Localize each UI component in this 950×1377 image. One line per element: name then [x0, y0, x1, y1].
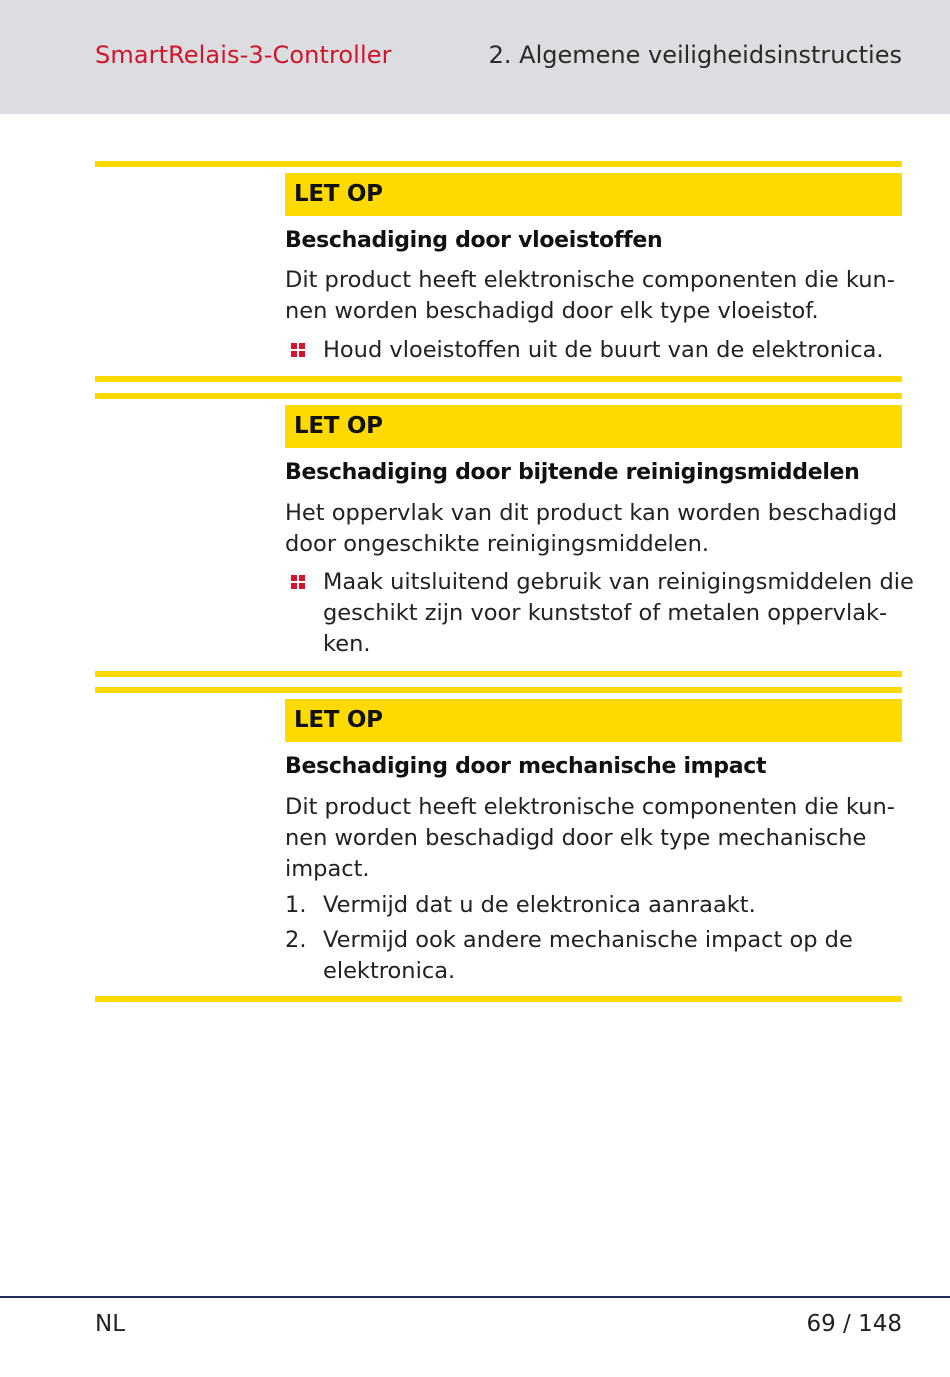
step-text — [323, 925, 853, 987]
step-text — [323, 890, 756, 921]
signal-word: LET OP — [294, 707, 383, 733]
action-square-icon — [291, 335, 306, 366]
notice-bottom-rule — [95, 996, 902, 1002]
action-line: Houd vloeistoffen uit de buurt van de elektronica. — [323, 337, 884, 363]
description-line: nen worden beschadigd door elk type vloeistof. — [285, 298, 819, 324]
notice-top-rule — [95, 161, 902, 167]
description-line: Het oppervlak van dit product kan worden beschadigd — [285, 500, 898, 526]
page-number: 69 / 148 — [806, 1311, 902, 1337]
step-line: elektronica. — [323, 958, 456, 984]
signal-word-banner — [285, 699, 902, 742]
step-number: 2. — [285, 927, 307, 953]
description-line: nen worden beschadigd door elk type mechanische — [285, 825, 867, 851]
description-line: door ongeschikte reinigingsmiddelen. — [285, 531, 710, 557]
action-line: geschikt zijn voor kunststof of metalen oppervlak- — [323, 600, 888, 626]
description-line: Dit product heeft elektronische componenten die kun- — [285, 267, 895, 293]
notice-description — [285, 498, 902, 560]
notice-description — [285, 792, 902, 885]
signal-word-banner — [285, 173, 902, 216]
action-square-icon — [291, 567, 306, 598]
description-line: Dit product heeft elektronische componenten die kun- — [285, 794, 895, 820]
notice-mechanical-impact — [95, 687, 902, 1005]
notice-top-rule — [95, 687, 902, 693]
notice-title: Beschadiging door vloeistoffen — [285, 228, 663, 253]
footer-language: NL — [95, 1311, 126, 1337]
section-title: 2. Algemene veiligheidsinstructies — [488, 41, 902, 69]
action-text — [323, 335, 884, 366]
action-line: Maak uitsluitend gebruik van reinigingsmiddelen die — [323, 569, 914, 595]
notice-bottom-rule — [95, 376, 902, 382]
description-line: impact. — [285, 856, 370, 882]
notice-description — [285, 265, 902, 327]
signal-word: LET OP — [294, 181, 383, 207]
notice-liquids — [95, 161, 902, 387]
signal-word-banner — [285, 405, 902, 448]
product-name: SmartRelais-3-Controller — [95, 41, 392, 69]
step-line: Vermijd dat u de elektronica aanraakt. — [323, 892, 756, 918]
signal-word: LET OP — [294, 413, 383, 439]
action-text — [323, 567, 914, 660]
action-line: ken. — [323, 631, 371, 657]
step-line: Vermijd ook andere mechanische impact op de — [323, 927, 853, 953]
notice-top-rule — [95, 393, 902, 399]
notice-bottom-rule — [95, 671, 902, 677]
notice-title: Beschadiging door mechanische impact — [285, 754, 767, 779]
footer-rule — [0, 1296, 950, 1298]
step-number: 1. — [285, 892, 307, 918]
notice-title: Beschadiging door bijtende reinigingsmiddelen — [285, 460, 860, 485]
page-header — [0, 0, 950, 114]
notice-cleaning-agents — [95, 393, 914, 678]
